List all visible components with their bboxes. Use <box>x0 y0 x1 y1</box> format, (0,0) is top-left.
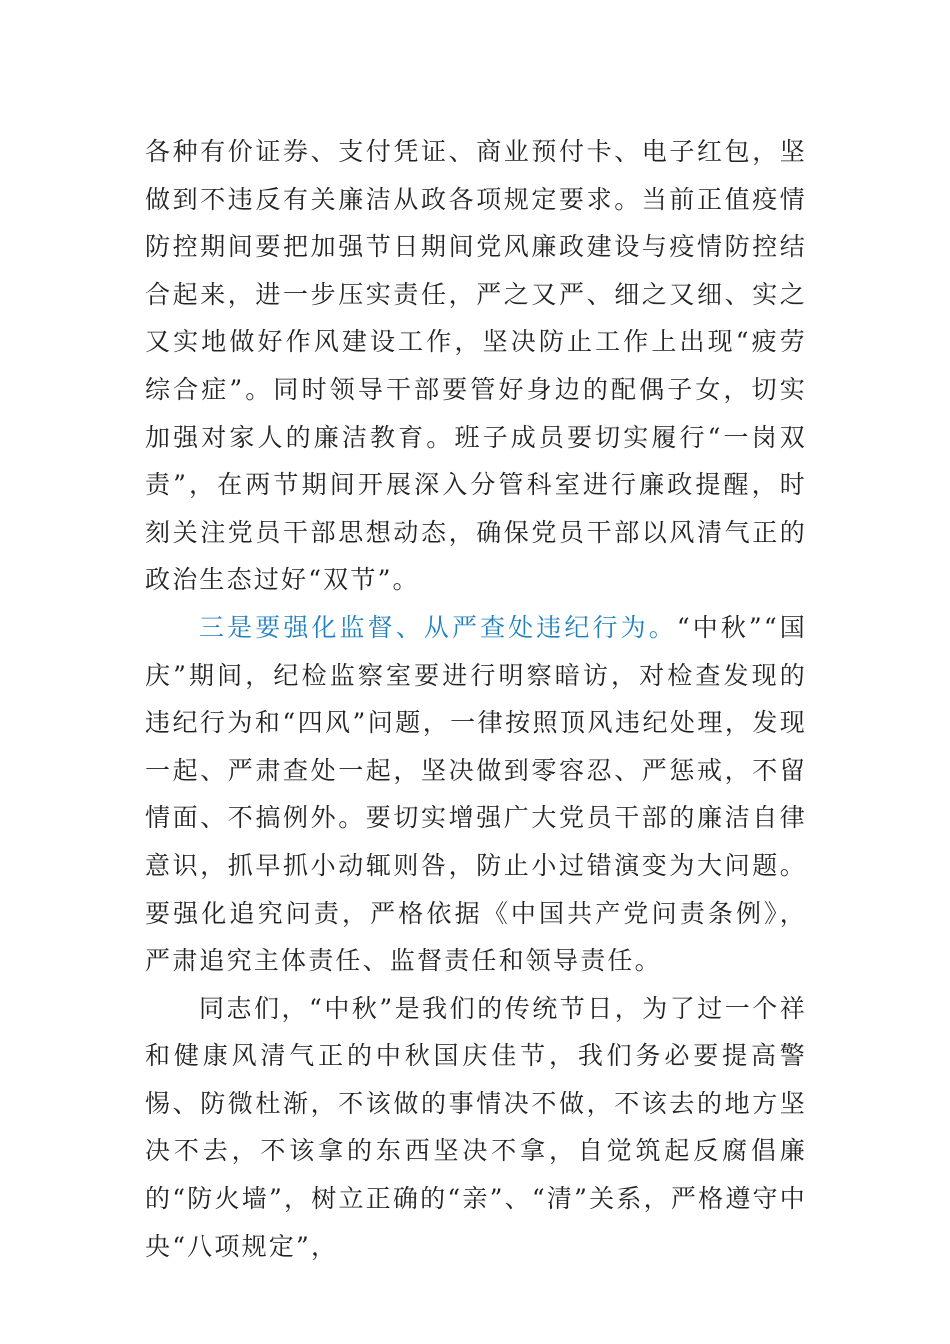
paragraph-1-text: 各种有价证券、支付凭证、商业预付卡、电子红包，坚做到不违反有关廉洁从政各项规定要求。当前正值疫情防控期间要把加强节日期间党风廉政建设与疫情防控结合起来，进一步压实责任，严之又严、细之又细、实之又实地做好作风建设工作，坚决防止工作上出现“疲劳综合症”。同时领导干部要管好身边的配偶子女，切实加强对家人的廉洁教育。班子成员要切实履行“一岗双责”，在两节期间开展深入分管科室进行廉政提醒，时刻关注党员干部思想动态，确保党员干部以风清气正的政治生态过好“双节”。 <box>145 137 807 595</box>
paragraph-2-heading: 三是要强化监督、从严查处违纪行为。 <box>199 612 677 642</box>
paragraph-2 <box>145 604 807 985</box>
paragraph-2-text: “中秋”“国庆”期间，纪检监察室要进行明察暗访，对检查发现的违纪行为和“四风”问题，一律按照顶风违纪处理，发现一起、严肃查处一起，坚决做到零容忍、严惩戒，不留情面、不搞例外。要切实增强广大党员干部的廉洁自律意识，抓早抓小动辄则咎，防止小过错演变为大问题。要强化追究问责，严格依据《中国共产党问责条例》，严肃追究主体责任、监督责任和领导责任。 <box>145 612 807 976</box>
document-body <box>145 128 807 1270</box>
paragraph-3 <box>145 985 807 1271</box>
paragraph-3-text: 同志们，“中秋”是我们的传统节日，为了过一个祥和健康风清气正的中秋国庆佳节，我们务必要提高警惕、防微杜渐，不该做的事情决不做，不该去的地方坚决不去，不该拿的东西坚决不拿，自觉筑起反腐倡廉的“防火墙”，树立正确的“亲”、“清”关系，严格遵守中央“八项规定”， <box>145 993 807 1261</box>
paragraph-1 <box>145 128 807 604</box>
